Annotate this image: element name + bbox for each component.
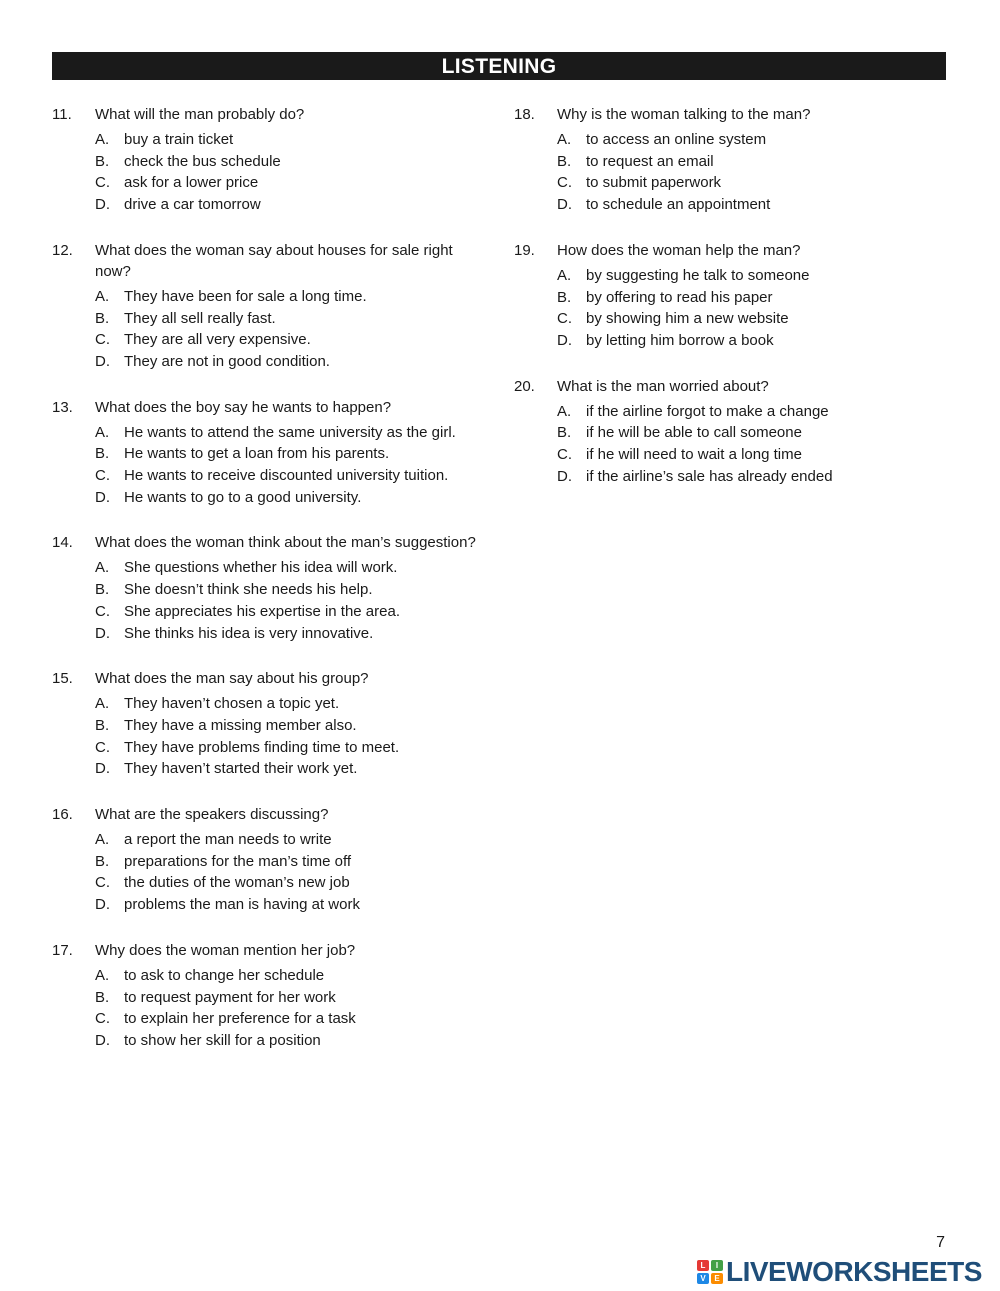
answer-option[interactable]	[95, 758, 492, 780]
question-12	[52, 240, 492, 373]
option-letter: C.	[557, 310, 572, 328]
question-stem	[514, 376, 954, 397]
option-letter: B.	[95, 716, 110, 734]
option-letter: B.	[95, 445, 110, 463]
option-letter: B.	[95, 852, 110, 870]
answer-options	[95, 693, 492, 780]
option-text: buy a train ticket	[124, 131, 234, 148]
option-letter: B.	[95, 988, 110, 1006]
option-text: to ask to change her schedule	[124, 966, 325, 984]
answer-options	[557, 129, 954, 216]
question-number: 12.	[52, 241, 73, 259]
logo-tile: I	[711, 1260, 723, 1271]
answer-option[interactable]	[557, 422, 954, 444]
question-13	[52, 397, 492, 509]
question-20	[514, 376, 954, 488]
option-text: to access an online system	[586, 131, 767, 148]
answer-option[interactable]	[557, 444, 954, 466]
question-number: 17.	[52, 941, 73, 959]
answer-option[interactable]	[557, 129, 954, 151]
question-text: What does the boy say he wants to happen?	[95, 398, 392, 416]
answer-options	[95, 829, 492, 916]
option-text: if he will be able to call someone	[586, 424, 802, 442]
answer-option[interactable]	[95, 194, 492, 216]
answer-option[interactable]	[95, 557, 492, 579]
page-number: 7	[936, 1234, 945, 1251]
option-text: They haven’t chosen a topic yet.	[124, 695, 340, 713]
brand-name: LIVEWORKSHEETS	[726, 1256, 982, 1287]
question-15	[52, 668, 492, 780]
answer-option[interactable]	[95, 894, 492, 916]
option-text: He wants to attend the same university as the girl.	[124, 423, 456, 441]
answer-option[interactable]	[557, 194, 954, 216]
brand-footer[interactable]	[697, 1256, 982, 1288]
option-letter: D.	[95, 896, 110, 914]
option-text: They haven’t started their work yet.	[124, 760, 358, 778]
option-letter: D.	[95, 760, 110, 778]
question-text: Why is the woman talking to the man?	[557, 106, 811, 123]
question-text: What are the speakers discussing?	[95, 806, 329, 824]
option-text: She appreciates his expertise in the area.	[124, 602, 400, 620]
option-letter: B.	[95, 581, 110, 599]
option-text: a report the man needs to write	[124, 831, 332, 849]
option-text: to explain her preference for a task	[124, 1010, 356, 1028]
answer-options	[557, 265, 954, 352]
option-text: He wants to go to a good university.	[124, 488, 362, 506]
option-text: if the airline’s sale has already ended	[586, 467, 833, 485]
answer-option[interactable]	[557, 330, 954, 352]
option-letter: B.	[557, 424, 572, 442]
questions-column-left	[52, 104, 492, 1076]
question-number: 16.	[52, 806, 73, 824]
question-text: What will the man probably do?	[95, 106, 305, 123]
section-title: LISTENING	[441, 55, 557, 78]
answer-option[interactable]	[95, 987, 492, 1009]
answer-options	[95, 129, 492, 216]
option-letter: D.	[557, 467, 572, 485]
answer-option[interactable]	[95, 965, 492, 987]
answer-option[interactable]	[95, 829, 492, 851]
option-letter: A.	[95, 831, 110, 849]
question-text: What does the man say about his group?	[95, 670, 369, 688]
section-header	[52, 52, 946, 80]
answer-options	[95, 422, 492, 509]
question-text: What is the man worried about?	[557, 377, 769, 395]
question-19	[514, 240, 954, 352]
option-text: to show her skill for a position	[124, 1031, 321, 1049]
answer-option[interactable]	[95, 443, 492, 465]
option-text: to submit paperwork	[586, 174, 722, 192]
question-stem	[52, 240, 492, 282]
question-stem	[514, 240, 954, 261]
option-text: They have problems finding time to meet.	[124, 738, 400, 756]
option-text: She questions whether his idea will work.	[124, 559, 398, 577]
option-letter: C.	[95, 738, 110, 756]
answer-option[interactable]	[95, 308, 492, 330]
answer-option[interactable]	[95, 129, 492, 151]
option-letter: A.	[95, 695, 110, 713]
answer-options	[557, 401, 954, 488]
answer-option[interactable]	[95, 487, 492, 509]
option-letter: C.	[95, 331, 110, 349]
option-letter: D.	[557, 331, 572, 349]
question-number: 15.	[52, 670, 73, 688]
question-number: 19.	[514, 241, 535, 259]
question-11	[52, 104, 492, 216]
option-letter: D.	[95, 488, 110, 506]
option-text: to request an email	[586, 152, 714, 170]
answer-option[interactable]	[95, 693, 492, 715]
question-14	[52, 532, 492, 644]
option-letter: C.	[95, 874, 110, 892]
option-text: She thinks his idea is very innovative.	[124, 624, 374, 642]
option-letter: C.	[557, 174, 572, 192]
option-letter: A.	[95, 131, 110, 148]
answer-option[interactable]	[95, 715, 492, 737]
question-stem	[52, 104, 492, 125]
answer-option[interactable]	[95, 465, 492, 487]
option-text: He wants to get a loan from his parents.	[124, 445, 390, 463]
option-text: by showing him a new website	[586, 310, 789, 328]
option-letter: C.	[95, 174, 110, 192]
answer-option[interactable]	[95, 1030, 492, 1052]
option-text: if the airline forgot to make a change	[586, 402, 829, 420]
option-text: problems the man is having at work	[124, 896, 360, 914]
option-text: He wants to receive discounted university tuition.	[124, 467, 449, 485]
option-text: by suggesting he talk to someone	[586, 266, 810, 284]
question-text: What does the woman say about houses for sale right now?	[95, 241, 453, 280]
option-text: the duties of the woman’s new job	[124, 874, 350, 892]
answer-option[interactable]	[95, 286, 492, 308]
answer-option[interactable]	[95, 851, 492, 873]
option-letter: B.	[95, 309, 110, 327]
option-letter: B.	[95, 152, 110, 170]
question-stem	[514, 104, 954, 125]
question-16	[52, 804, 492, 916]
option-letter: B.	[557, 288, 572, 306]
option-text: drive a car tomorrow	[124, 196, 261, 214]
option-letter: A.	[95, 966, 110, 984]
option-text: She doesn’t think she needs his help.	[124, 581, 373, 599]
option-text: They are all very expensive.	[124, 331, 311, 349]
question-text: Why does the woman mention her job?	[95, 941, 356, 959]
option-letter: D.	[95, 352, 110, 370]
question-number: 14.	[52, 534, 73, 552]
option-letter: D.	[95, 196, 110, 214]
answer-option[interactable]	[95, 151, 492, 173]
answer-option[interactable]	[95, 1008, 492, 1030]
answer-option[interactable]	[95, 329, 492, 351]
question-stem	[52, 804, 492, 825]
question-number: 20.	[514, 377, 535, 395]
logo-tile: V	[697, 1273, 709, 1284]
option-text: ask for a lower price	[124, 174, 259, 192]
answer-option[interactable]	[557, 151, 954, 173]
question-number: 11.	[52, 106, 72, 123]
option-text: by offering to read his paper	[586, 288, 773, 306]
liveworksheets-logo-icon	[697, 1260, 723, 1284]
answer-options	[95, 557, 492, 644]
answer-options	[95, 965, 492, 1052]
option-letter: D.	[557, 196, 572, 214]
option-text: preparations for the man’s time off	[124, 852, 352, 870]
option-text: if he will need to wait a long time	[586, 446, 802, 464]
answer-option[interactable]	[95, 737, 492, 759]
answer-options	[95, 286, 492, 373]
option-letter: A.	[95, 287, 110, 305]
option-letter: C.	[95, 1010, 110, 1028]
option-text: to schedule an appointment	[586, 196, 771, 214]
logo-tile: E	[711, 1273, 723, 1284]
option-text: They have been for sale a long time.	[124, 287, 367, 305]
option-letter: B.	[557, 152, 572, 170]
option-text: They have a missing member also.	[124, 716, 357, 734]
answer-option[interactable]	[557, 308, 954, 330]
questions-column-right	[514, 104, 954, 511]
option-text: by letting him borrow a book	[586, 331, 774, 349]
option-letter: C.	[557, 446, 572, 464]
answer-option[interactable]	[95, 172, 492, 194]
answer-option[interactable]	[557, 287, 954, 309]
question-stem	[52, 397, 492, 418]
option-text: They are not in good condition.	[124, 352, 330, 370]
question-18	[514, 104, 954, 216]
option-letter: A.	[95, 559, 110, 577]
option-letter: A.	[557, 402, 572, 420]
answer-option[interactable]	[95, 422, 492, 444]
logo-tile: L	[697, 1260, 709, 1271]
answer-option[interactable]	[95, 601, 492, 623]
option-letter: A.	[557, 131, 572, 148]
answer-option[interactable]	[95, 872, 492, 894]
option-letter: D.	[95, 1031, 110, 1049]
answer-option[interactable]	[557, 466, 954, 488]
option-text: to request payment for her work	[124, 988, 336, 1006]
option-text: They all sell really fast.	[124, 309, 276, 327]
question-text: How does the woman help the man?	[557, 241, 801, 259]
question-number: 18.	[514, 106, 535, 123]
question-stem	[52, 668, 492, 689]
answer-option[interactable]	[95, 623, 492, 645]
answer-option[interactable]	[557, 265, 954, 287]
question-stem	[52, 940, 492, 961]
option-letter: D.	[95, 624, 110, 642]
question-stem	[52, 532, 492, 553]
question-17	[52, 940, 492, 1052]
answer-option[interactable]	[557, 172, 954, 194]
question-number: 13.	[52, 398, 73, 416]
option-text: check the bus schedule	[124, 152, 281, 170]
option-letter: A.	[95, 423, 110, 441]
option-letter: C.	[95, 467, 110, 485]
answer-option[interactable]	[95, 579, 492, 601]
answer-option[interactable]	[557, 401, 954, 423]
option-letter: A.	[557, 266, 572, 284]
option-letter: C.	[95, 602, 110, 620]
question-text: What does the woman think about the man’s suggestion?	[95, 534, 476, 552]
answer-option[interactable]	[95, 351, 492, 373]
